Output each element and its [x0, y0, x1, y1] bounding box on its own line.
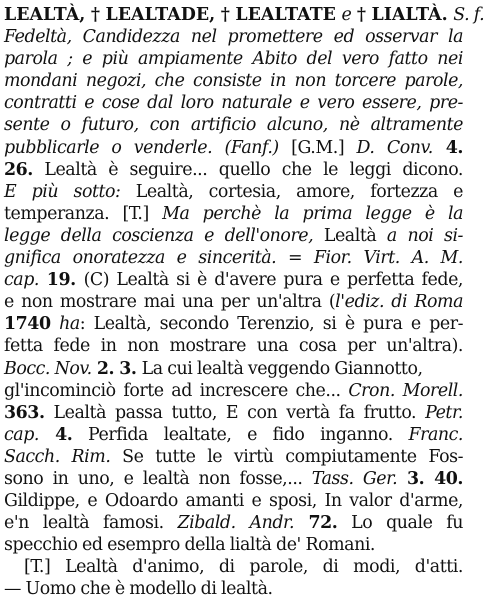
- entry-text-segment: contratti e cose dal loro naturale e vero essere, pre-: [4, 93, 463, 114]
- entry-text-segment: (C) Lealtà si è d'avere pura e perfetta fede,: [83, 270, 463, 291]
- entry-text-segment: gnifica onoratezza e sincerità. = Fior. Virt. A. M.: [4, 248, 463, 269]
- entry-text-segment: Ma perchè la prima legge è la: [162, 203, 463, 224]
- entry-text-segment: Se tutte le virtù compiutamente Fos-: [110, 446, 463, 467]
- entry-line: [4, 578, 463, 600]
- entry-text-segment: Bocc. Nov.: [4, 358, 92, 379]
- entry-text-segment: 4.: [38, 424, 73, 445]
- entry-text-segment: Lealtà, cortesia, amore, fortezza e: [120, 181, 463, 202]
- entry-text-segment: La cui lealtà veggendo Giannotto,: [141, 358, 423, 379]
- entry-line: [4, 490, 463, 512]
- entry-line: [4, 70, 463, 92]
- entry-line: [4, 203, 463, 225]
- entry-text-segment: Lealtà è seguire... quello che le leggi dicono.: [32, 159, 463, 180]
- entry-text-segment: gl'incominciò forte ad increscere che...: [4, 380, 349, 401]
- entry-text-segment: Fedeltà, Candidezza nel promettere ed osservar la: [4, 27, 463, 48]
- entry-text-segment: Zibald. Andr.: [177, 513, 295, 534]
- entry-text-segment: ha: [50, 314, 80, 335]
- entry-line: [4, 313, 463, 335]
- entry-text-segment: Gildippe, e Odoardo amanti e sposi, In valor d'arme,: [4, 491, 463, 512]
- entry-text-segment: 19.: [38, 270, 84, 291]
- entry-text-segment: 72.: [294, 513, 338, 534]
- entry-text-segment: legge della coscienza e dell'onore,: [4, 225, 314, 246]
- entry-line: [4, 48, 463, 70]
- entry-text-segment: 4.: [432, 137, 464, 158]
- entry-line: [4, 247, 463, 269]
- entry-text-segment: e non mostrare mai una per un'altra (: [4, 292, 336, 313]
- entry-text-segment: — Uomo che è modello di lealtà.: [4, 579, 273, 600]
- entry-line: [4, 446, 463, 468]
- entry-text-segment: 3. 40.: [397, 468, 464, 489]
- entry-text-segment: Lealtà passa tutto, E con vertà fa frutto.: [44, 402, 426, 423]
- entry-line: [4, 556, 463, 578]
- entry-line: [4, 92, 463, 114]
- entry-line: [4, 534, 463, 556]
- entry-text-segment: D. Conv.: [356, 137, 433, 158]
- entry-line: [4, 159, 463, 181]
- entry-text-segment: : Lealtà, secondo Terenzio, si è pura e per-: [79, 314, 464, 335]
- entry-line: [4, 225, 463, 247]
- entry-text-segment: S. f.: [453, 5, 484, 25]
- entry-line: [4, 380, 463, 402]
- entry-text-segment: cap.: [4, 424, 39, 445]
- entry-text-segment: cap.: [4, 270, 39, 291]
- entry-text-segment: 26.: [4, 159, 33, 180]
- entry-line: [4, 269, 463, 291]
- entry-text-segment: mondani negozi, che consiste in non torcere parole,: [4, 71, 463, 92]
- entry-text-segment: a noi si-: [386, 225, 463, 246]
- entry-line: [4, 137, 463, 159]
- entry-line: [4, 358, 463, 380]
- entry-line: [4, 424, 463, 446]
- entry-text-segment: sono in uno, e lealtà non fosse,...: [4, 468, 312, 489]
- entry-text-segment: 1740: [4, 314, 51, 335]
- entry-text-segment: Lo quale fu: [337, 513, 463, 534]
- entry-line: [4, 468, 463, 490]
- entry-text-segment: 363.: [4, 402, 45, 423]
- entry-text-segment: specchio ed esempro della lialtà de' Romani.: [4, 535, 376, 556]
- entry-line: [4, 291, 463, 313]
- entry-line: [4, 4, 484, 26]
- entry-text-segment: Perfida lealtate, e fido inganno.: [72, 424, 409, 445]
- entry-line: [4, 181, 463, 203]
- entry-text-segment: e: [341, 5, 352, 25]
- entry-text-segment: Petr.: [425, 402, 463, 423]
- entry-line: [4, 26, 463, 48]
- entry-text-segment: fetta fede in non mostrare una cosa per un'altra).: [4, 336, 463, 357]
- entry-text-segment: [T.] Lealtà d'animo, di parole, di modi, d'atti.: [24, 557, 463, 578]
- entry-line: [4, 335, 463, 357]
- entry-text-segment: l'ediz. di Roma: [335, 292, 463, 313]
- entry-line: [4, 114, 463, 136]
- entry-text-segment: temperanza. [T.]: [4, 203, 163, 224]
- entry-line: [4, 402, 463, 424]
- entry-text-segment: Lealtà: [313, 225, 387, 246]
- entry-text-segment: e'n lealtà famosi.: [4, 513, 178, 534]
- entry-text-segment: sente o futuro, con artificio alcuno, nè altramente: [4, 115, 463, 136]
- entry-text-segment: E più sotto:: [4, 181, 121, 202]
- entry-text-segment: Franc.: [408, 424, 464, 445]
- entry-text-segment: † LIALTÀ.: [351, 5, 454, 25]
- entry-line: [4, 512, 463, 534]
- entry-text-segment: Sacch. Rim.: [4, 446, 111, 467]
- entry-text-segment: Tass. Ger.: [311, 468, 398, 489]
- entry-text-segment: pubblicarle o venderle. (Fanf.): [4, 137, 279, 158]
- entry-text-segment: Cron. Morell.: [348, 380, 463, 401]
- entry-text-segment: parola ; e più ampiamente Abito del vero fatto nei: [4, 49, 463, 70]
- entry-text-segment: 2. 3.: [91, 358, 142, 379]
- entry-text-segment: [G.M.]: [278, 137, 357, 158]
- entry-text-segment: LEALTÀ, † LEALTADE, † LEALTATE: [4, 5, 342, 25]
